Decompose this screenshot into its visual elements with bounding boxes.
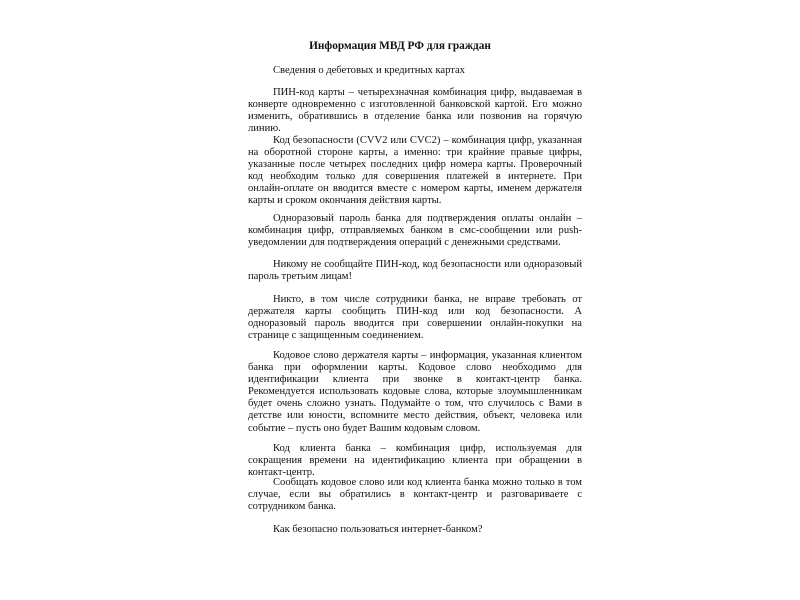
paragraph-warning: Никому не сообщайте ПИН-код, код безопасности или одноразовый пароль третьим лицам! <box>248 259 582 283</box>
page-title: Информация МВД РФ для граждан <box>309 40 491 52</box>
paragraph-internet-bank-heading: Как безопасно пользоваться интернет-банком? <box>273 524 483 535</box>
paragraph-pin-code: ПИН-код карты – четырехзначная комбинация цифр, выдаваемая в конверте одновременно с изготовленной банковской картой. Его можно изменить, обратившись в отделение банка или позвонив на горячую линию. <box>248 87 582 135</box>
paragraph-section-heading: Сведения о дебетовых и кредитных картах <box>273 65 465 76</box>
paragraph-client-code: Код клиента банка – комбинация цифр, используемая для сокращения времени на идентификацию клиента при обращении в контакт-центр. <box>248 443 582 479</box>
paragraph-one-time-password: Одноразовый пароль банка для подтверждения оплаты онлайн – комбинация цифр, отправляемых банком в смс-сообщении или push-уведомлении для подтверждения операций с денежными средствами. <box>248 213 582 249</box>
paragraph-code-word: Кодовое слово держателя карты – информация, указанная клиентом банка при оформлении карты. Кодовое слово необходимо для идентификации клиента при звонке в контакт-центр банка. Рекомендуется использовать кодовые слова, которые злоумышленникам будет очень сложно узнать. Подумайте о том, что случилось с Вами в детстве или юности, вспомните место действия, объект, человека или событие – пусть оно будет Вашим кодовым словом. <box>248 350 582 434</box>
paragraph-bank-staff: Никто, в том числе сотрудники банка, не вправе требовать от держателя карты сообщить ПИН-код или код безопасности. А одноразовый пароль вводится при совершении онлайн-покупки на странице с защищенным соединением. <box>248 294 582 342</box>
paragraph-security-code: Код безопасности (CVV2 или CVC2) – комбинация цифр, указанная на оборотной стороне карты, а именно: три крайние правые цифры, указанные после четырех последних цифр номера карты. Проверочный код необходим только для совершения платежей в интернете. При онлайн-оплате он вводится вместе с номером карты, именем держателя карты и сроком окончания действия карты. <box>248 135 582 207</box>
paragraph-contact-center: Сообщать кодовое слово или код клиента банка можно только в том случае, если вы обратились в контакт-центр и разговариваете с сотрудником банка. <box>248 477 582 513</box>
